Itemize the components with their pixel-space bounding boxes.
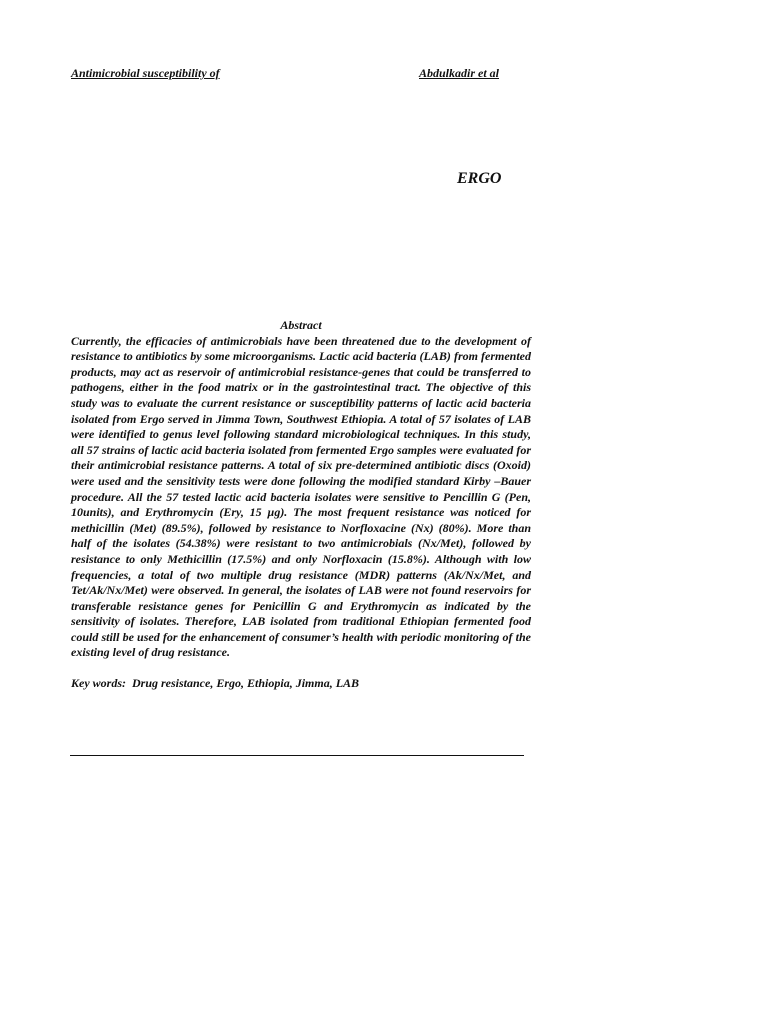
title-word: ERGO bbox=[457, 170, 502, 187]
abstract-section bbox=[71, 318, 531, 661]
keywords: Key words: Drug resistance, Ergo, Ethiopia, Jimma, LAB bbox=[71, 676, 360, 690]
abstract-body: Currently, the efficacies of antimicrobials have been threatened due to the development of resistance to antibiotics by some microorganisms. Lactic acid bacteria (LAB) from fermented products, may act as reservoir of antimicrobial resistance-genes that could be transferred to pathogens, either in the food matrix or in the gastrointestinal tract. The objective of this study was to evaluate the current resistance or susceptibility patterns of lactic acid bacteria isolated from Ergo served in Jimma Town, Southwest Ethiopia. A total of 57 isolates of LAB were identified to genus level following standard microbiological techniques. In this study, all 57 strains of lactic acid bacteria isolated from fermented Ergo samples were evaluated for their antimicrobial resistance patterns. A total of six pre-determined antibiotic discs (Oxoid) were used and the sensitivity tests were done following the modified standard Kirby –Bauer procedure. All the 57 tested lactic acid bacteria isolates were sensitive to Pencillin G (Pen, 10units), and Erythromycin (Ery, 15 µg). The most frequent resistance was noticed for methicillin (Met) (89.5%), followed by resistance to Norfloxacine (Nx) (80%). More than half of the isolates (54.38%) were resistant to two antimicrobials (Nx/Met), followed by resistance to only Methicillin (17.5%) and only Norfloxacin (15.8%). Although with low frequencies, a total of two multiple drug resistance (MDR) patterns (Ak/Nx/Met, and Tet/Ak/Nx/Met) were observed. In general, the isolates of LAB were not found reservoirs for transferable resistance genes for Penicillin G and Erythromycin as indicated by the sensitivity of isolates. Therefore, LAB isolated from traditional Ethiopian fermented food could still be used for the enhancement of consumer’s health with periodic monitoring of the existing level of drug resistance. bbox=[71, 333, 531, 660]
running-head-right: Abdulkadir et al bbox=[419, 66, 500, 80]
abstract-heading: Abstract bbox=[280, 318, 322, 332]
footnote-rule bbox=[70, 755, 524, 756]
running-head-left: Antimicrobial susceptibility of bbox=[71, 66, 220, 80]
